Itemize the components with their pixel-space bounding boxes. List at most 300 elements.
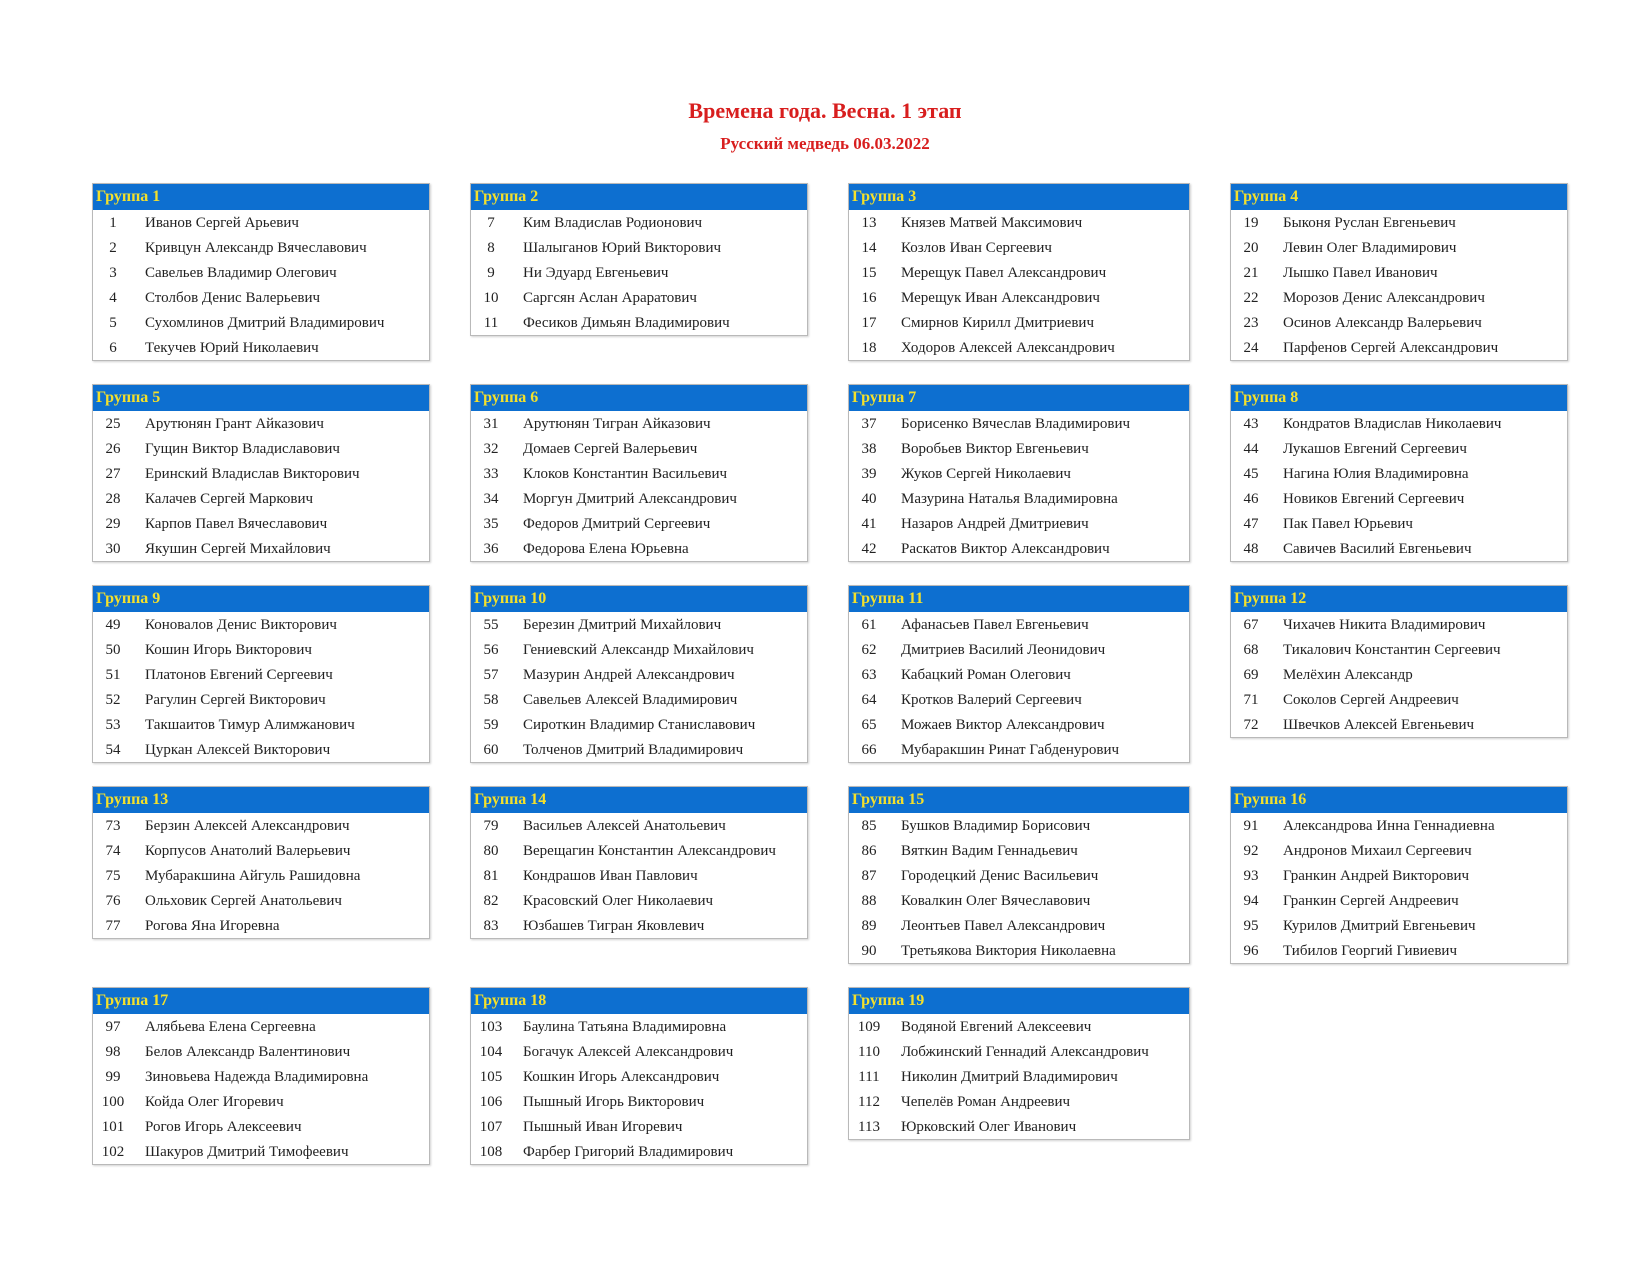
group-header: Группа 9 xyxy=(93,586,429,612)
player-number: 109 xyxy=(857,1019,881,1035)
player-row xyxy=(1231,436,1567,461)
player-row xyxy=(1231,285,1567,310)
player-row xyxy=(93,536,429,561)
player-row xyxy=(471,737,807,762)
player-row xyxy=(1231,612,1567,637)
player-name: Гущин Виктор Владиславович xyxy=(145,441,340,457)
player-name: Федорова Елена Юрьевна xyxy=(523,541,689,557)
group-table xyxy=(1230,183,1568,361)
player-number: 29 xyxy=(105,516,121,532)
player-name: Коновалов Денис Викторович xyxy=(145,617,337,633)
player-row xyxy=(93,260,429,285)
player-number: 104 xyxy=(479,1044,503,1060)
player-number: 100 xyxy=(101,1094,125,1110)
player-row xyxy=(849,436,1189,461)
group-header: Группа 10 xyxy=(471,586,807,612)
player-row xyxy=(849,888,1189,913)
group-header: Группа 4 xyxy=(1231,184,1567,210)
player-name: Городецкий Денис Васильевич xyxy=(901,868,1099,884)
player-row xyxy=(93,1139,429,1164)
player-name: Соколов Сергей Андреевич xyxy=(1283,692,1459,708)
player-name: Берзин Алексей Александрович xyxy=(145,818,350,834)
player-row xyxy=(93,1039,429,1064)
group-table xyxy=(1230,786,1568,964)
player-row xyxy=(849,1064,1189,1089)
player-row xyxy=(1231,310,1567,335)
player-name: Мазурин Андрей Александрович xyxy=(523,667,735,683)
player-name: Смирнов Кирилл Дмитриевич xyxy=(901,315,1094,331)
player-name: Юзбашев Тигран Яковлевич xyxy=(523,918,705,934)
player-name: Чихачев Никита Владимирович xyxy=(1283,617,1486,633)
player-number: 95 xyxy=(1243,918,1259,934)
player-row xyxy=(1231,411,1567,436)
group-header: Группа 16 xyxy=(1231,787,1567,813)
player-number: 66 xyxy=(861,742,877,758)
player-number: 88 xyxy=(861,893,877,909)
player-name: Андронов Михаил Сергеевич xyxy=(1283,843,1472,859)
group-table xyxy=(92,585,430,763)
player-name: Белов Александр Валентинович xyxy=(145,1044,351,1060)
player-row xyxy=(471,1039,807,1064)
player-name: Рагулин Сергей Викторович xyxy=(145,692,326,708)
player-row xyxy=(93,913,429,938)
player-name: Козлов Иван Сергеевич xyxy=(901,240,1052,256)
player-name: Сироткин Владимир Станиславович xyxy=(523,717,756,733)
group-header: Группа 12 xyxy=(1231,586,1567,612)
player-name: Красовский Олег Николаевич xyxy=(523,893,714,909)
group-table xyxy=(470,585,808,763)
player-row xyxy=(471,838,807,863)
group-table xyxy=(848,585,1190,763)
player-row xyxy=(1231,210,1567,235)
player-number: 19 xyxy=(1243,215,1259,231)
player-name: Курилов Дмитрий Евгеньевич xyxy=(1283,918,1476,934)
player-row xyxy=(93,888,429,913)
player-name: Юрковский Олег Иванович xyxy=(901,1119,1077,1135)
player-number: 54 xyxy=(105,742,121,758)
player-name: Дмитриев Василий Леонидович xyxy=(901,642,1106,658)
player-number: 74 xyxy=(105,843,121,859)
player-number: 16 xyxy=(861,290,877,306)
player-row xyxy=(471,260,807,285)
group-header: Группа 6 xyxy=(471,385,807,411)
player-row xyxy=(849,260,1189,285)
player-number: 25 xyxy=(105,416,121,432)
player-row xyxy=(93,1114,429,1139)
player-number: 20 xyxy=(1243,240,1259,256)
player-number: 27 xyxy=(105,466,121,482)
player-number: 99 xyxy=(105,1069,121,1085)
group-header: Группа 17 xyxy=(93,988,429,1014)
player-row xyxy=(1231,838,1567,863)
player-row xyxy=(849,863,1189,888)
player-number: 93 xyxy=(1243,868,1259,884)
player-row xyxy=(471,863,807,888)
player-name: Пышный Игорь Викторович xyxy=(523,1094,705,1110)
player-name: Можаев Виктор Александрович xyxy=(901,717,1105,733)
player-row xyxy=(93,335,429,360)
player-name: Рогова Яна Игоревна xyxy=(145,918,280,934)
player-row xyxy=(849,536,1189,561)
player-number: 105 xyxy=(479,1069,503,1085)
player-number: 33 xyxy=(483,466,499,482)
player-name: Тикалович Константин Сергеевич xyxy=(1283,642,1501,658)
player-row xyxy=(471,536,807,561)
player-number: 39 xyxy=(861,466,877,482)
player-number: 8 xyxy=(487,240,495,256)
player-number: 58 xyxy=(483,692,499,708)
player-number: 89 xyxy=(861,918,877,934)
player-name: Бушков Владимир Борисович xyxy=(901,818,1091,834)
player-number: 101 xyxy=(101,1119,125,1135)
player-row xyxy=(849,938,1189,963)
player-number: 42 xyxy=(861,541,877,557)
player-row xyxy=(471,436,807,461)
player-row xyxy=(471,285,807,310)
player-name: Зиновьева Надежда Владимировна xyxy=(145,1069,369,1085)
player-row xyxy=(93,1089,429,1114)
player-number: 64 xyxy=(861,692,877,708)
player-row xyxy=(471,612,807,637)
player-name: Рогов Игорь Алексеевич xyxy=(145,1119,302,1135)
player-name: Текучев Юрий Николаевич xyxy=(145,340,319,356)
player-name: Лукашов Евгений Сергеевич xyxy=(1283,441,1467,457)
player-number: 68 xyxy=(1243,642,1259,658)
player-row xyxy=(471,662,807,687)
player-row xyxy=(93,712,429,737)
player-number: 112 xyxy=(858,1094,880,1110)
player-row xyxy=(849,1039,1189,1064)
player-number: 18 xyxy=(861,340,877,356)
group-table xyxy=(848,786,1190,964)
player-name: Домаев Сергей Валерьевич xyxy=(523,441,698,457)
group-table xyxy=(92,786,430,939)
player-number: 96 xyxy=(1243,943,1259,959)
player-name: Леонтьев Павел Александрович xyxy=(901,918,1106,934)
player-name: Богачук Алексей Александрович xyxy=(523,1044,734,1060)
group-header: Группа 13 xyxy=(93,787,429,813)
player-row xyxy=(471,486,807,511)
player-row xyxy=(93,838,429,863)
player-number: 82 xyxy=(483,893,499,909)
player-row xyxy=(93,461,429,486)
player-number: 79 xyxy=(483,818,499,834)
player-number: 21 xyxy=(1243,265,1259,281)
player-number: 83 xyxy=(483,918,499,934)
player-row xyxy=(93,612,429,637)
player-number: 102 xyxy=(101,1144,125,1160)
player-row xyxy=(471,1014,807,1039)
player-name: Фарбер Григорий Владимирович xyxy=(523,1144,734,1160)
player-number: 28 xyxy=(105,491,121,507)
player-number: 111 xyxy=(858,1069,880,1085)
player-number: 60 xyxy=(483,742,499,758)
player-row xyxy=(93,310,429,335)
player-name: Федоров Дмитрий Сергеевич xyxy=(523,516,711,532)
player-number: 36 xyxy=(483,541,499,557)
group-header: Группа 14 xyxy=(471,787,807,813)
player-name: Ким Владислав Родионович xyxy=(523,215,703,231)
player-number: 26 xyxy=(105,441,121,457)
player-row xyxy=(93,637,429,662)
player-row xyxy=(1231,461,1567,486)
player-number: 45 xyxy=(1243,466,1259,482)
player-row xyxy=(849,712,1189,737)
player-name: Койда Олег Игоревич xyxy=(145,1094,284,1110)
player-number: 57 xyxy=(483,667,499,683)
player-number: 52 xyxy=(105,692,121,708)
player-name: Нагина Юлия Владимировна xyxy=(1283,466,1469,482)
player-number: 69 xyxy=(1243,667,1259,683)
player-row xyxy=(471,511,807,536)
player-row xyxy=(849,210,1189,235)
player-number: 32 xyxy=(483,441,499,457)
player-row xyxy=(849,687,1189,712)
player-name: Парфенов Сергей Александрович xyxy=(1283,340,1499,356)
player-row xyxy=(93,436,429,461)
group-header: Группа 5 xyxy=(93,385,429,411)
player-name: Александрова Инна Геннадиевна xyxy=(1283,818,1495,834)
player-number: 15 xyxy=(861,265,877,281)
player-row xyxy=(1231,536,1567,561)
player-number: 46 xyxy=(1243,491,1259,507)
group-table xyxy=(470,183,808,336)
group-table xyxy=(470,987,808,1165)
player-row xyxy=(1231,662,1567,687)
player-number: 23 xyxy=(1243,315,1259,331)
group-header: Группа 11 xyxy=(849,586,1189,612)
player-number: 65 xyxy=(861,717,877,733)
player-number: 97 xyxy=(105,1019,121,1035)
player-number: 81 xyxy=(483,868,499,884)
player-row xyxy=(1231,486,1567,511)
player-name: Мубаракшин Ринат Габденурович xyxy=(901,742,1120,758)
group-header: Группа 1 xyxy=(93,184,429,210)
player-row xyxy=(93,235,429,260)
player-row xyxy=(471,310,807,335)
player-name: Фесиков Димьян Владимирович xyxy=(523,315,730,331)
player-row xyxy=(471,235,807,260)
player-row xyxy=(1231,335,1567,360)
player-name: Карпов Павел Вячеславович xyxy=(145,516,328,532)
player-row xyxy=(849,235,1189,260)
group-table xyxy=(848,384,1190,562)
player-row xyxy=(471,1064,807,1089)
player-name: Баулина Татьяна Владимировна xyxy=(523,1019,727,1035)
player-name: Савичев Василий Евгеньевич xyxy=(1283,541,1472,557)
player-name: Кошкин Игорь Александрович xyxy=(523,1069,720,1085)
player-row xyxy=(93,411,429,436)
player-name: Пышный Иван Игоревич xyxy=(523,1119,683,1135)
group-table xyxy=(92,987,430,1165)
player-number: 13 xyxy=(861,215,877,231)
player-name: Арутюнян Грант Айказович xyxy=(145,416,324,432)
player-name: Столбов Денис Валерьевич xyxy=(145,290,321,306)
player-number: 87 xyxy=(861,868,877,884)
page-subtitle: Русский медведь 06.03.2022 xyxy=(720,134,930,153)
player-number: 17 xyxy=(861,315,877,331)
player-row xyxy=(1231,863,1567,888)
player-name: Борисенко Вячеслав Владимирович xyxy=(901,416,1131,432)
player-number: 67 xyxy=(1243,617,1259,633)
player-number: 9 xyxy=(487,265,495,281)
player-name: Березин Дмитрий Михайлович xyxy=(523,617,722,633)
player-row xyxy=(93,813,429,838)
player-name: Платонов Евгений Сергеевич xyxy=(145,667,333,683)
player-row xyxy=(471,1114,807,1139)
player-number: 94 xyxy=(1243,893,1259,909)
group-table xyxy=(1230,384,1568,562)
player-number: 2 xyxy=(109,240,117,256)
player-name: Кондратов Владислав Николаевич xyxy=(1283,416,1502,432)
player-name: Назаров Андрей Дмитриевич xyxy=(901,516,1089,532)
player-number: 30 xyxy=(105,541,121,557)
player-number: 49 xyxy=(105,617,121,633)
player-row xyxy=(1231,888,1567,913)
player-name: Толченов Дмитрий Владимирович xyxy=(523,742,744,758)
group-table xyxy=(92,384,430,562)
player-name: Тибилов Георгий Гивиевич xyxy=(1283,943,1457,959)
player-row xyxy=(471,411,807,436)
group-table xyxy=(470,786,808,939)
player-name: Чепелёв Роман Андреевич xyxy=(901,1094,1071,1110)
player-number: 56 xyxy=(483,642,499,658)
player-number: 110 xyxy=(858,1044,880,1060)
player-row xyxy=(471,813,807,838)
player-number: 22 xyxy=(1243,290,1259,306)
player-row xyxy=(849,285,1189,310)
player-name: Ольховик Сергей Анатольевич xyxy=(145,893,342,909)
player-name: Савельев Алексей Владимирович xyxy=(523,692,738,708)
player-number: 38 xyxy=(861,441,877,457)
player-name: Гранкин Андрей Викторович xyxy=(1283,868,1470,884)
player-row xyxy=(849,637,1189,662)
player-number: 85 xyxy=(861,818,877,834)
player-row xyxy=(849,1014,1189,1039)
player-row xyxy=(849,1114,1189,1139)
player-number: 51 xyxy=(105,667,121,683)
player-number: 7 xyxy=(487,215,495,231)
player-row xyxy=(849,1089,1189,1114)
player-number: 43 xyxy=(1243,416,1259,432)
player-number: 50 xyxy=(105,642,121,658)
player-name: Воробьев Виктор Евгеньевич xyxy=(901,441,1089,457)
player-row xyxy=(93,285,429,310)
player-number: 48 xyxy=(1243,541,1259,557)
player-name: Кондрашов Иван Павлович xyxy=(523,868,698,884)
player-name: Шакуров Дмитрий Тимофеевич xyxy=(145,1144,349,1160)
groups-grid xyxy=(92,183,1568,1188)
player-name: Левин Олег Владимирович xyxy=(1283,240,1457,256)
player-name: Швечков Алексей Евгеньевич xyxy=(1283,717,1475,733)
player-name: Ни Эдуард Евгеньевич xyxy=(523,265,669,281)
player-name: Вяткин Вадим Геннадьевич xyxy=(901,843,1078,859)
player-number: 6 xyxy=(109,340,117,356)
player-number: 41 xyxy=(861,516,877,532)
player-name: Мелёхин Александр xyxy=(1283,667,1413,683)
player-row xyxy=(849,737,1189,762)
player-name: Быконя Руслан Евгеньевич xyxy=(1283,215,1456,231)
player-row xyxy=(93,511,429,536)
player-name: Раскатов Виктор Александрович xyxy=(901,541,1110,557)
player-row xyxy=(93,863,429,888)
group-table xyxy=(848,183,1190,361)
player-row xyxy=(849,461,1189,486)
group-table xyxy=(92,183,430,361)
player-number: 108 xyxy=(479,1144,503,1160)
player-name: Николин Дмитрий Владимирович xyxy=(901,1069,1118,1085)
player-number: 103 xyxy=(479,1019,503,1035)
player-number: 90 xyxy=(861,943,877,959)
player-number: 75 xyxy=(105,868,121,884)
player-number: 14 xyxy=(861,240,877,256)
player-number: 106 xyxy=(479,1094,503,1110)
player-name: Алябьева Елена Сергеевна xyxy=(145,1019,316,1035)
player-name: Мазурина Наталья Владимировна xyxy=(901,491,1118,507)
player-name: Кабацкий Роман Олегович xyxy=(901,667,1071,683)
player-number: 80 xyxy=(483,843,499,859)
player-row xyxy=(1231,687,1567,712)
player-number: 4 xyxy=(109,290,117,306)
player-row xyxy=(471,210,807,235)
player-name: Афанасьев Павел Евгеньевич xyxy=(901,617,1089,633)
player-row xyxy=(1231,813,1567,838)
group-header: Группа 8 xyxy=(1231,385,1567,411)
player-name: Мерещук Павел Александрович xyxy=(901,265,1107,281)
group-header: Группа 18 xyxy=(471,988,807,1014)
player-name: Савельев Владимир Олегович xyxy=(145,265,337,281)
player-name: Гениевский Александр Михайлович xyxy=(523,642,754,658)
player-name: Мубаракшина Айгуль Рашидовна xyxy=(145,868,361,884)
player-number: 10 xyxy=(483,290,499,306)
player-row xyxy=(93,737,429,762)
player-row xyxy=(1231,637,1567,662)
player-number: 34 xyxy=(483,491,499,507)
player-row xyxy=(849,612,1189,637)
player-row xyxy=(1231,260,1567,285)
player-name: Мерещук Иван Александрович xyxy=(901,290,1100,306)
player-name: Кротков Валерий Сергеевич xyxy=(901,692,1082,708)
group-table xyxy=(1230,585,1568,738)
player-number: 59 xyxy=(483,717,499,733)
player-row xyxy=(471,637,807,662)
player-row xyxy=(1231,712,1567,737)
player-number: 53 xyxy=(105,717,121,733)
player-number: 24 xyxy=(1243,340,1259,356)
player-number: 3 xyxy=(109,265,117,281)
player-number: 91 xyxy=(1243,818,1259,834)
player-row xyxy=(849,813,1189,838)
player-number: 98 xyxy=(105,1044,121,1060)
player-row xyxy=(93,210,429,235)
player-row xyxy=(471,1139,807,1164)
player-name: Князев Матвей Максимович xyxy=(901,215,1083,231)
player-row xyxy=(849,913,1189,938)
player-number: 1 xyxy=(109,215,117,231)
player-number: 55 xyxy=(483,617,499,633)
player-number: 11 xyxy=(483,315,499,331)
player-name: Корпусов Анатолий Валерьевич xyxy=(145,843,351,859)
player-number: 44 xyxy=(1243,441,1259,457)
player-row xyxy=(849,511,1189,536)
player-name: Цуркан Алексей Викторович xyxy=(145,742,331,758)
player-name: Жуков Сергей Николаевич xyxy=(901,466,1071,482)
player-row xyxy=(1231,938,1567,963)
player-name: Кошин Игорь Викторович xyxy=(145,642,312,658)
player-number: 72 xyxy=(1243,717,1259,733)
player-number: 37 xyxy=(861,416,877,432)
player-name: Саргсян Аслан Араратович xyxy=(523,290,697,306)
